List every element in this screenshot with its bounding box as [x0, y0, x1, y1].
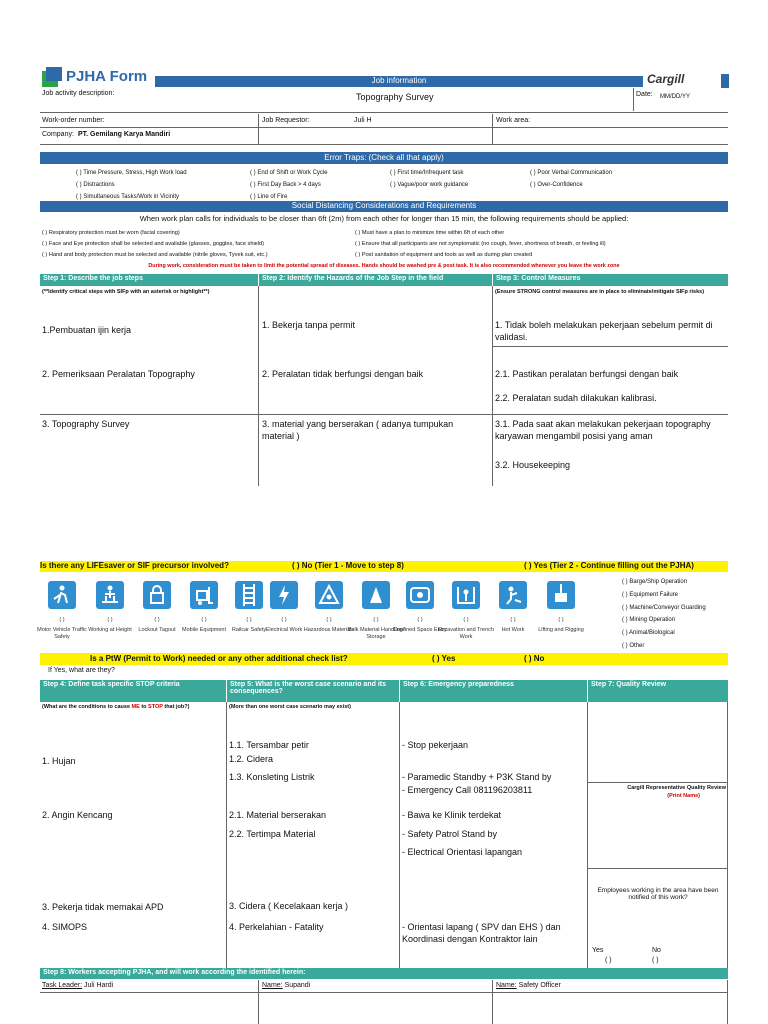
- hotwork-icon[interactable]: [499, 581, 527, 609]
- icon-label: Railcar Safety: [231, 627, 267, 633]
- stop-item[interactable]: 3. Pekerja tidak memakai APD: [42, 902, 164, 912]
- icon-check[interactable]: ( ): [201, 617, 207, 623]
- step4-note-b: that job?): [162, 704, 190, 710]
- cargill-logo: [643, 72, 729, 89]
- step4-note-me: ME: [131, 704, 140, 710]
- pjha-logo: [40, 67, 158, 89]
- icon-check[interactable]: ( ): [558, 617, 564, 623]
- yes-check[interactable]: ( ): [605, 957, 612, 964]
- date-value[interactable]: MM/DD/YY: [660, 94, 690, 100]
- icon-label: Bulk Material Handling/ Storage: [347, 627, 405, 640]
- divider: [40, 144, 728, 145]
- divider: [40, 112, 728, 113]
- icon-label: Mobile Equipment: [181, 627, 227, 633]
- job-info-title: Job information: [371, 76, 427, 85]
- worker-name-1: [262, 982, 310, 990]
- stop-item[interactable]: 4. SIMOPS: [42, 922, 88, 932]
- trap-option[interactable]: ( ) End of Shift or Work Cycle: [250, 170, 328, 176]
- work-area-label: Work area:: [496, 117, 531, 124]
- divider: [40, 127, 728, 128]
- step8-header: Step 8: Workers accepting PJHA, and will work according the identified herein:: [40, 968, 728, 979]
- icon-check[interactable]: ( ): [417, 617, 423, 623]
- yes-label: Yes: [592, 947, 604, 954]
- error-traps-title: Error Traps: (Check all that apply): [324, 153, 444, 162]
- trap-option[interactable]: ( ) Distractions: [76, 182, 115, 188]
- social-option[interactable]: ( ) Must have a plan to minimize time within 6ft of each other: [355, 230, 505, 236]
- error-traps-col1: [76, 167, 187, 203]
- trap-option[interactable]: ( ) Line of Fire: [250, 194, 288, 200]
- worst-item[interactable]: 2.1. Material berserakan: [229, 810, 327, 820]
- vehicle-icon[interactable]: [48, 581, 76, 609]
- error-traps-col4: [530, 167, 612, 191]
- icon-check[interactable]: ( ): [510, 617, 516, 623]
- work-order-label: Work-order number:: [42, 117, 105, 124]
- emergency-item[interactable]: - Electrical Orientasi lapangan: [402, 847, 523, 857]
- divider: [727, 980, 728, 1024]
- brand-bar: [721, 74, 729, 88]
- divider: [588, 782, 728, 783]
- worst-item[interactable]: 1.2. Cidera: [229, 754, 274, 764]
- job-requestor-value[interactable]: Juli H: [354, 117, 372, 124]
- lock-icon[interactable]: [143, 581, 171, 609]
- electric-icon[interactable]: [270, 581, 298, 609]
- step7-header: Step 7: Quality Review: [588, 680, 728, 702]
- hazmat-icon[interactable]: [315, 581, 343, 609]
- social-bar: [40, 201, 728, 212]
- other-option[interactable]: ( ) Mining Operation: [622, 617, 676, 624]
- trap-option[interactable]: ( ) Time Pressure, Stress, High Work load: [76, 170, 187, 176]
- stop-item[interactable]: 2. Angin Kencang: [42, 810, 113, 820]
- ptw-question: Is a PtW (Permit to Work) needed or any other additional check list?: [90, 654, 348, 663]
- social-warning: During work, consideration must be taken to limit the potential spread of diseases. Hands should be washed pre & post task. It is also recommended whenever you leave the work zone: [148, 263, 620, 269]
- step4-note: [42, 704, 222, 711]
- divider: [258, 286, 259, 486]
- lifesaver-others: [622, 576, 706, 653]
- step1-note: (**Identify critical steps with SIFp with an asterisk or highlight**): [42, 289, 210, 295]
- social-option[interactable]: ( ) Respiratory protection must be worn (facial covering): [42, 230, 180, 236]
- name-label: Name:: [496, 982, 517, 989]
- trap-option[interactable]: ( ) Poor Verbal Communication: [530, 170, 613, 176]
- task-leader-label: Task Leader:: [42, 982, 83, 989]
- name-value[interactable]: Safety Officer: [516, 982, 561, 989]
- ptw-no[interactable]: ( ) No: [524, 654, 545, 663]
- icon-label: Electrical Work: [265, 627, 303, 633]
- social-left: [42, 228, 268, 261]
- confined-icon[interactable]: [406, 581, 434, 609]
- ptw-followup: If Yes, what are they?: [48, 667, 115, 674]
- ptw-yes[interactable]: ( ) Yes: [432, 654, 456, 663]
- hazard[interactable]: 3. material yang berserakan ( adanya tumpukan material ): [262, 419, 454, 441]
- hazard[interactable]: 2. Peralatan tidak berfungsi dengan baik: [262, 369, 424, 379]
- control[interactable]: 3.1. Pada saat akan melakukan pekerjaan topography karyawan mengambil posisi yang aman: [495, 419, 711, 441]
- stop-item[interactable]: 1. Hujan: [42, 756, 76, 766]
- error-traps-bar: [40, 152, 728, 164]
- icon-label: Hot Work: [501, 627, 525, 633]
- step4-header: Step 4: Define task specific STOP criteria: [40, 680, 226, 702]
- name-label: Name:: [262, 982, 283, 989]
- divider: [492, 286, 493, 486]
- divider: [633, 88, 634, 111]
- control[interactable]: 2.2. Peralatan sudah dilakukan kalibrasi.: [495, 393, 657, 403]
- social-intro: When work plan calls for individuals to be closer than 6ft (2m) from each other for longer than 15 min, the following requirements should be applied:: [139, 214, 629, 223]
- other-option[interactable]: ( ) Machine/Conveyor Guarding: [622, 604, 706, 611]
- divider: [40, 414, 728, 415]
- emergency-item[interactable]: - Paramedic Standby + P3K Stand by: [402, 772, 552, 782]
- step1-header: Step 1: Describe the job steps: [40, 274, 258, 286]
- icon-check[interactable]: ( ): [281, 617, 287, 623]
- emergency-item[interactable]: - Stop pekerjaan: [402, 740, 469, 750]
- divider: [493, 346, 728, 347]
- step4-note-to: to: [139, 704, 149, 710]
- trap-option[interactable]: ( ) Vague/poor work guidance: [390, 182, 469, 188]
- job-step[interactable]: 2. Pemeriksaan Peralatan Topography: [42, 369, 195, 379]
- date-label: Date:: [636, 91, 653, 98]
- logo-mark-icon: [40, 67, 62, 89]
- no-label: No: [652, 947, 661, 954]
- excavation-icon[interactable]: [452, 581, 480, 609]
- lifesaver-bar: [40, 561, 728, 572]
- brand-text: Cargill: [647, 72, 685, 86]
- control[interactable]: 1. Tidak boleh melakukan pekerjaan sebelum permit di validasi.: [495, 320, 713, 342]
- step3-header: Step 3: Control Measures: [493, 274, 728, 286]
- other-option[interactable]: ( ) Other: [622, 642, 645, 649]
- rail-icon[interactable]: [235, 581, 263, 609]
- control[interactable]: 2.1. Pastikan peralatan berfungsi dengan baik: [495, 369, 679, 379]
- job-info-bar: [155, 76, 643, 87]
- icon-label: Lockout Tagout: [138, 627, 176, 633]
- lifesaver-no[interactable]: ( ) No (Tier 1 - Move to step 8): [292, 561, 404, 570]
- social-option[interactable]: ( ) Ensure that all participants are not symptomatic (no cough, fever, shortness of breath, or feeling ill): [355, 241, 606, 247]
- other-option[interactable]: ( ) Barge/Ship Operation: [622, 579, 688, 585]
- divider: [492, 114, 493, 144]
- hazard[interactable]: 1. Bekerja tanpa permit: [262, 320, 356, 330]
- error-traps-col3: [390, 167, 468, 191]
- divider: [399, 702, 400, 968]
- divider: [587, 702, 588, 968]
- social-option[interactable]: ( ) Hand and body protection must be selected and available (nitrile gloves, Tyvek suit, etc.): [42, 252, 268, 258]
- icon-label: Hazardous Materials: [303, 627, 355, 633]
- step3-note: (Ensure STRONG control measures are in place to eliminate/mitigate SIFp risks): [495, 289, 705, 295]
- emergency-item[interactable]: - Bawa ke Klinik terdekat: [402, 810, 502, 820]
- quality-print: (Print Name): [667, 793, 700, 799]
- icon-check[interactable]: ( ): [107, 617, 113, 623]
- icon-check[interactable]: ( ): [373, 617, 379, 623]
- name-value[interactable]: Supandi: [282, 982, 311, 989]
- divider: [588, 868, 728, 869]
- error-traps-col2: [250, 167, 328, 203]
- divider: [492, 980, 493, 1024]
- divider: [727, 702, 728, 968]
- step2-header: Step 2: Identify the Hazards of the Job Step in the field: [259, 274, 492, 286]
- icon-label: Lifting and Rigging: [538, 627, 584, 633]
- emergency-item[interactable]: - Emergency Call 081196203811: [402, 785, 533, 795]
- bulk-icon[interactable]: [362, 581, 390, 609]
- step4-note-stop: STOP: [148, 704, 163, 710]
- worst-item[interactable]: 1.1. Tersambar petir: [229, 740, 309, 750]
- worst-item[interactable]: 4. Perkelahian - Fatality: [229, 922, 324, 932]
- job-activity-value[interactable]: Topography Survey: [356, 92, 434, 102]
- worst-item[interactable]: 2.2. Tertimpa Material: [229, 829, 316, 839]
- divider: [258, 114, 259, 144]
- forklift-icon[interactable]: [190, 581, 218, 609]
- lifesaver-question: Is there any LIFEsaver or SIF precursor involved?: [40, 561, 229, 570]
- company-label: Company:: [42, 131, 74, 138]
- no-check[interactable]: ( ): [652, 957, 659, 964]
- divider: [258, 980, 259, 1024]
- icon-check[interactable]: ( ): [59, 617, 65, 623]
- company-value[interactable]: PT. Gemilang Karya Mandiri: [78, 131, 171, 138]
- height-icon[interactable]: [96, 581, 124, 609]
- social-option[interactable]: ( ) Post sanitation of equipment and tools as well as during plan created: [355, 252, 533, 258]
- trap-option[interactable]: ( ) First time/Infrequent task: [390, 170, 464, 176]
- icon-check[interactable]: ( ): [463, 617, 469, 623]
- step5-note: (More than one worst case scenario may exist): [229, 704, 351, 710]
- divider: [226, 702, 227, 968]
- employees-question: Employees working in the area have been notified of this work?: [597, 887, 719, 901]
- logo-text: PJHA Form: [66, 68, 148, 85]
- icon-label: Confined Space Entry: [393, 627, 447, 633]
- other-option[interactable]: ( ) Animal/Biological: [622, 630, 675, 637]
- other-option[interactable]: ( ) Equipment Failure: [622, 591, 679, 598]
- worker-name-2: [496, 982, 561, 990]
- task-leader-value[interactable]: Juli Hardi: [82, 982, 114, 989]
- emergency-item[interactable]: - Safety Patrol Stand by: [402, 829, 498, 839]
- ptw-bar: [40, 653, 728, 665]
- quality-title: Cargill Representative Quality Review: [627, 785, 726, 791]
- job-step[interactable]: 3. Topography Survey: [42, 419, 130, 429]
- divider: [40, 992, 728, 993]
- icon-check[interactable]: ( ): [326, 617, 332, 623]
- social-title: Social Distancing Considerations and Requirements: [291, 201, 477, 210]
- control[interactable]: 3.2. Housekeeping: [495, 460, 571, 470]
- step4-note-a: (What are the conditions to cause: [42, 704, 132, 710]
- step6-header: Step 6: Emergency preparedness: [400, 680, 587, 702]
- job-requestor-label: Job Requestor:: [262, 117, 310, 124]
- job-activity-label: Job activity description:: [42, 90, 115, 97]
- step5-header: Step 5: What is the worst case scenario and its consequences?: [227, 680, 399, 702]
- social-option[interactable]: ( ) Face and Eye protection shall be selected and available (glasses, goggles, face shield): [42, 241, 265, 247]
- lifting-icon[interactable]: [547, 581, 575, 609]
- icon-check[interactable]: ( ): [246, 617, 252, 623]
- lifesaver-yes[interactable]: ( ) Yes (Tier 2 - Continue filling out the PJHA): [524, 561, 694, 570]
- trap-option[interactable]: ( ) First Day Back > 4 days: [250, 182, 321, 188]
- icon-label: Excavation and Trench Work: [438, 627, 494, 640]
- social-right: [355, 228, 606, 261]
- task-leader: [42, 982, 113, 990]
- trap-option[interactable]: ( ) Over-Confidence: [530, 182, 583, 188]
- icon-check[interactable]: ( ): [154, 617, 160, 623]
- icon-label: Working at Height: [88, 627, 132, 633]
- icon-label: Motor Vehicle Traffic Safety: [37, 627, 87, 640]
- trap-option[interactable]: ( ) Simultaneous Tasks/Work in Vicinity: [76, 194, 180, 200]
- worst-item[interactable]: 3. Cidera ( Kecelakaan kerja ): [229, 901, 349, 911]
- worst-item[interactable]: 1.3. Konsleting Listrik: [229, 772, 315, 782]
- job-step[interactable]: 1.Pembuatan ijin kerja: [42, 325, 132, 335]
- emergency-item[interactable]: - Orientasi lapang ( SPV dan EHS ) dan Koordinasi dengan Kontraktor lain: [402, 922, 561, 944]
